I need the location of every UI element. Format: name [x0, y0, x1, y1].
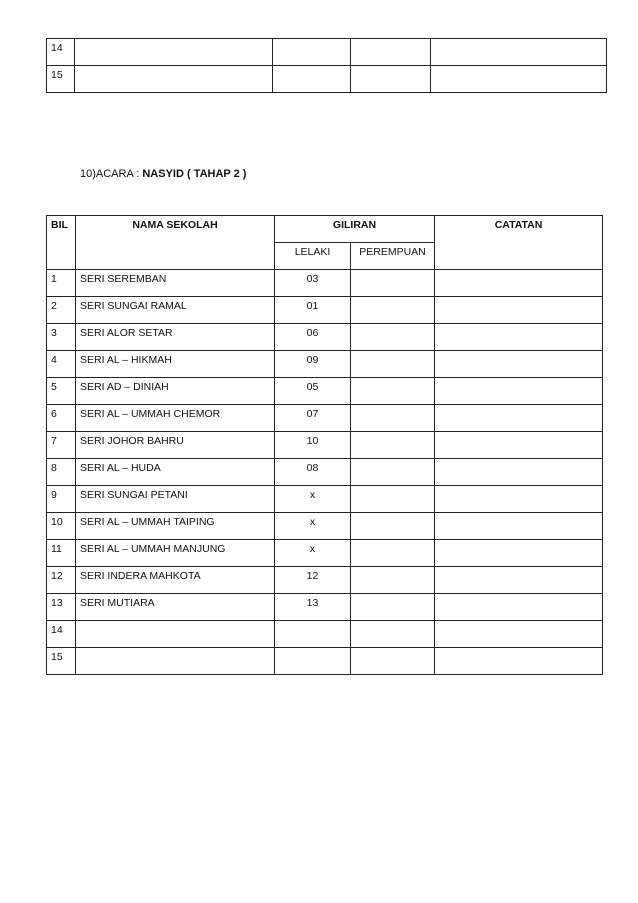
nasyid-schedule-table: [46, 215, 603, 675]
cell-perempuan: [351, 540, 435, 567]
cell-bil: 14: [47, 621, 76, 648]
cell-lelaki: 12: [275, 567, 351, 594]
header-perempuan: PEREMPUAN: [351, 243, 435, 270]
cell-perempuan: [351, 297, 435, 324]
table-row: [47, 405, 603, 432]
cell-lelaki: [273, 39, 351, 66]
cell-catatan: [435, 621, 603, 648]
cell-perempuan: [351, 648, 435, 675]
cell-catatan: [435, 378, 603, 405]
event-title-prefix: 10)ACARA :: [80, 168, 143, 180]
cell-catatan: [435, 432, 603, 459]
cell-catatan: [435, 567, 603, 594]
cell-bil: 12: [47, 567, 76, 594]
cell-perempuan: [351, 567, 435, 594]
cell-bil: 8: [47, 459, 76, 486]
table-row: [47, 432, 603, 459]
table-row: [47, 459, 603, 486]
cell-lelaki: x: [275, 486, 351, 513]
table-row: [47, 378, 603, 405]
cell-bil: 15: [47, 66, 75, 93]
cell-catatan: [435, 459, 603, 486]
cell-nama-sekolah: SERI SEREMBAN: [76, 270, 275, 297]
cell-nama-sekolah: SERI ALOR SETAR: [76, 324, 275, 351]
event-title: [80, 168, 246, 180]
cell-bil: 3: [47, 324, 76, 351]
cell-lelaki: x: [275, 540, 351, 567]
table-row: [47, 486, 603, 513]
table-row: [47, 324, 603, 351]
cell-nama-sekolah: [75, 39, 273, 66]
cell-catatan: [431, 39, 607, 66]
cell-perempuan: [351, 486, 435, 513]
cell-catatan: [435, 324, 603, 351]
cell-nama-sekolah: SERI AD – DINIAH: [76, 378, 275, 405]
table-row: [47, 540, 603, 567]
cell-bil: 4: [47, 351, 76, 378]
table-row: [47, 621, 603, 648]
cell-bil: 9: [47, 486, 76, 513]
cell-lelaki: 08: [275, 459, 351, 486]
cell-perempuan: [351, 594, 435, 621]
cell-perempuan: [351, 405, 435, 432]
table-row: [47, 39, 607, 66]
cell-catatan: [435, 486, 603, 513]
cell-lelaki: x: [275, 513, 351, 540]
nasyid-schedule-body: [47, 270, 603, 675]
cell-catatan: [435, 513, 603, 540]
cell-perempuan: [351, 378, 435, 405]
cell-bil: 1: [47, 270, 76, 297]
cell-bil: 10: [47, 513, 76, 540]
table-row: [47, 351, 603, 378]
cell-nama-sekolah: [76, 621, 275, 648]
cell-nama-sekolah: SERI AL – UMMAH CHEMOR: [76, 405, 275, 432]
header-row: [47, 216, 603, 243]
cell-nama-sekolah: SERI SUNGAI PETANI: [76, 486, 275, 513]
table-row: [47, 297, 603, 324]
cell-bil: 7: [47, 432, 76, 459]
cell-perempuan: [351, 513, 435, 540]
cell-catatan: [435, 270, 603, 297]
table-row: [47, 270, 603, 297]
cell-lelaki: [275, 648, 351, 675]
previous-results-body: [47, 39, 607, 93]
cell-lelaki: 09: [275, 351, 351, 378]
cell-lelaki: 05: [275, 378, 351, 405]
cell-nama-sekolah: [76, 648, 275, 675]
cell-perempuan: [351, 351, 435, 378]
cell-lelaki: 13: [275, 594, 351, 621]
header-catatan: CATATAN: [435, 216, 603, 270]
table-row: [47, 66, 607, 93]
cell-catatan: [435, 648, 603, 675]
cell-catatan: [435, 540, 603, 567]
cell-bil: 14: [47, 39, 75, 66]
cell-catatan: [435, 297, 603, 324]
cell-bil: 15: [47, 648, 76, 675]
table-row: [47, 567, 603, 594]
event-name: NASYID ( TAHAP 2 ): [142, 168, 247, 180]
cell-lelaki: 06: [275, 324, 351, 351]
header-bil: BIL: [47, 216, 76, 270]
cell-nama-sekolah: SERI JOHOR BAHRU: [76, 432, 275, 459]
cell-nama-sekolah: SERI MUTIARA: [76, 594, 275, 621]
cell-nama-sekolah: SERI AL – UMMAH MANJUNG: [76, 540, 275, 567]
cell-catatan: [435, 351, 603, 378]
header-nama-sekolah: NAMA SEKOLAH: [76, 216, 275, 270]
table-row: [47, 594, 603, 621]
cell-lelaki: 01: [275, 297, 351, 324]
cell-nama-sekolah: [75, 66, 273, 93]
cell-bil: 2: [47, 297, 76, 324]
table-row: [47, 513, 603, 540]
cell-perempuan: [351, 270, 435, 297]
cell-perempuan: [351, 39, 431, 66]
cell-catatan: [435, 594, 603, 621]
cell-lelaki: 10: [275, 432, 351, 459]
cell-nama-sekolah: SERI AL – UMMAH TAIPING: [76, 513, 275, 540]
cell-lelaki: 03: [275, 270, 351, 297]
cell-nama-sekolah: SERI SUNGAI RAMAL: [76, 297, 275, 324]
cell-perempuan: [351, 66, 431, 93]
cell-perempuan: [351, 432, 435, 459]
cell-nama-sekolah: SERI AL – HUDA: [76, 459, 275, 486]
cell-catatan: [435, 405, 603, 432]
header-lelaki: LELAKI: [275, 243, 351, 270]
table-row: [47, 648, 603, 675]
cell-bil: 5: [47, 378, 76, 405]
cell-catatan: [431, 66, 607, 93]
cell-perempuan: [351, 621, 435, 648]
cell-perempuan: [351, 459, 435, 486]
header-giliran: GILIRAN: [275, 216, 435, 243]
cell-lelaki: [275, 621, 351, 648]
cell-lelaki: 07: [275, 405, 351, 432]
cell-nama-sekolah: SERI INDERA MAHKOTA: [76, 567, 275, 594]
previous-results-table: [46, 38, 607, 93]
cell-perempuan: [351, 324, 435, 351]
cell-nama-sekolah: SERI AL – HIKMAH: [76, 351, 275, 378]
cell-bil: 11: [47, 540, 76, 567]
cell-bil: 13: [47, 594, 76, 621]
cell-lelaki: [273, 66, 351, 93]
cell-bil: 6: [47, 405, 76, 432]
